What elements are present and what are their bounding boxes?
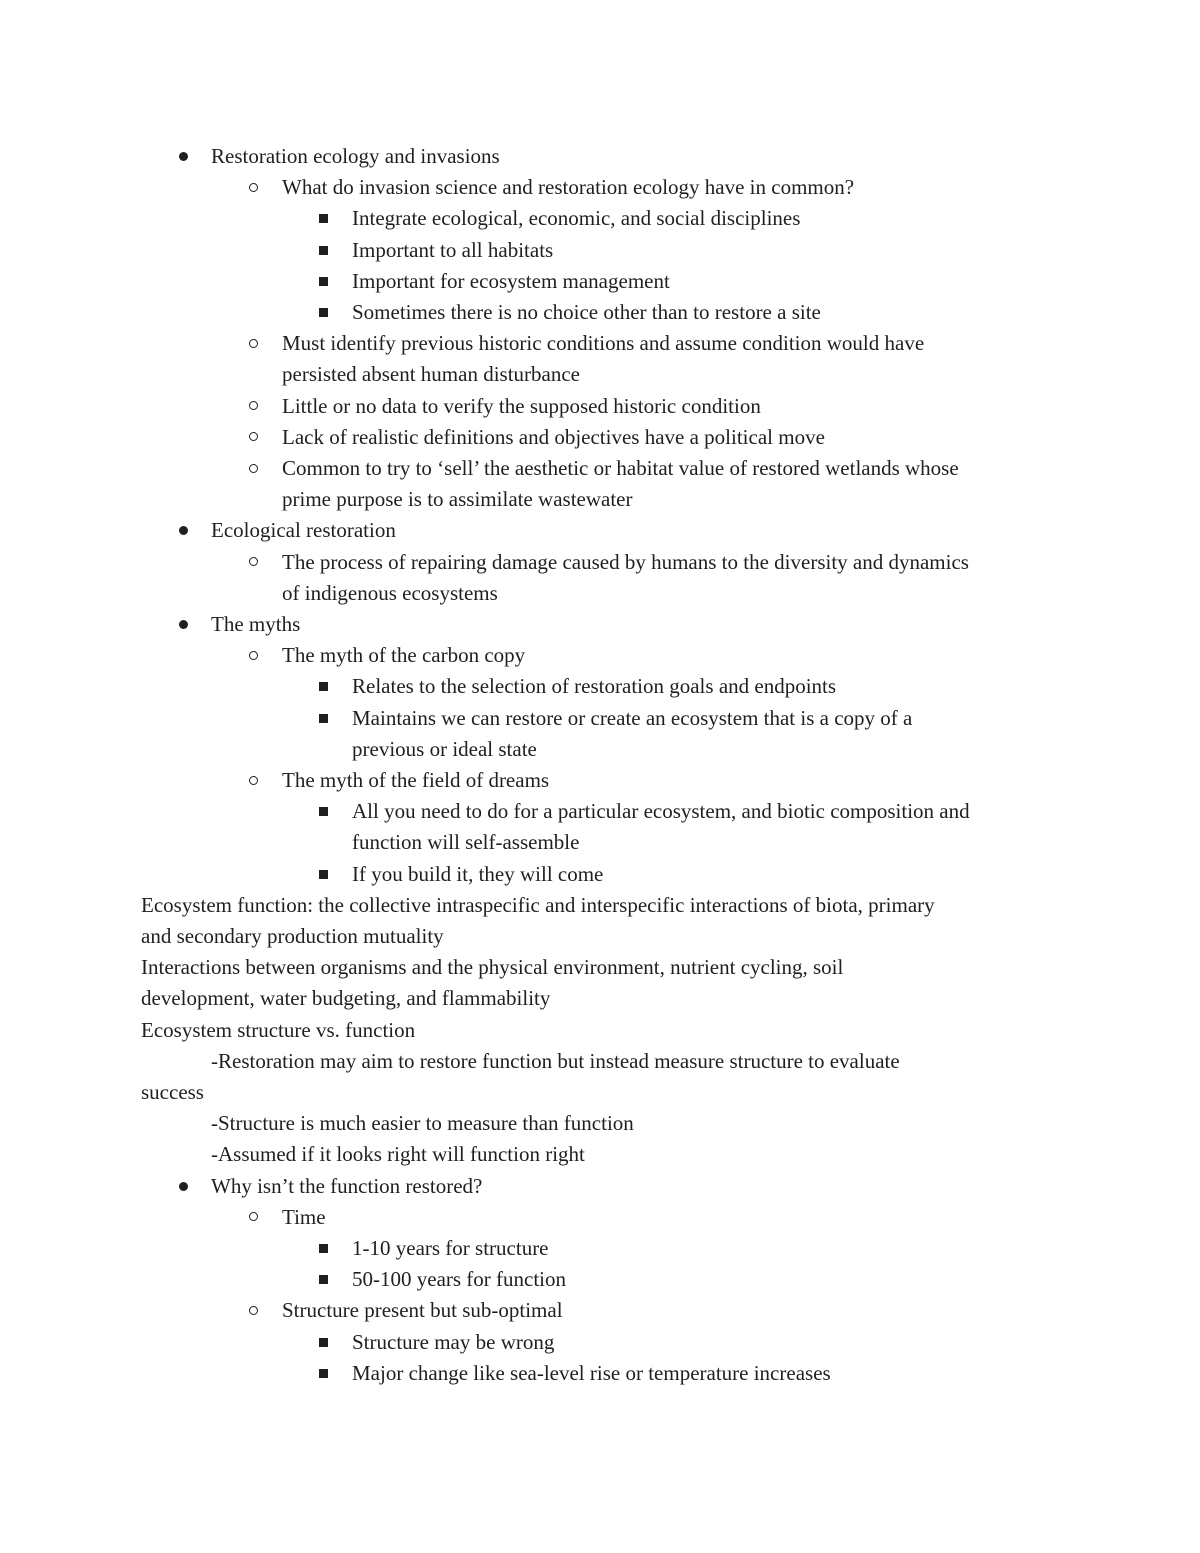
list-item-level-3: 1-10 years for structure — [352, 1236, 549, 1260]
list-item-level-1: The myths — [211, 612, 301, 636]
paragraph-line: success — [141, 1080, 204, 1104]
paragraph-line: development, water budgeting, and flammability — [141, 986, 551, 1011]
bullet-square-icon — [319, 1338, 328, 1347]
bullet-circle-icon — [249, 557, 258, 566]
list-item-level-3: Major change like sea-level rise or temperature increases — [352, 1360, 831, 1385]
list-item-level-3: previous or ideal state — [352, 736, 537, 761]
list-item-level-3: Maintains we can restore or create an ecosystem that is a copy of a — [352, 705, 913, 730]
list-item-level-3: All you need to do for a particular ecosystem, and biotic composition and — [352, 799, 970, 824]
bullet-circle-icon — [249, 651, 258, 660]
paragraph-line: Interactions between organisms and the physical environment, nutrient cycling, soil — [141, 955, 844, 980]
list-item-level-1: Restoration ecology and invasions — [211, 144, 500, 168]
bullet-square-icon — [319, 308, 328, 317]
list-item-level-2: The process of repairing damage caused by humans to the diversity and dynamics — [282, 549, 969, 574]
bullet-square-icon — [319, 277, 328, 286]
bullet-square-icon — [319, 682, 328, 691]
list-item-level-3: 50-100 years for function — [352, 1267, 567, 1292]
list-item-level-3: If you build it, they will come — [352, 861, 604, 886]
bullet-square-icon — [319, 1369, 328, 1378]
bullet-circle-icon — [249, 432, 258, 441]
bullet-circle-icon — [249, 1212, 258, 1221]
list-item-level-1: Why isn’t the function restored? — [211, 1173, 483, 1198]
list-item-level-1: Ecological restoration — [211, 518, 396, 543]
list-item-level-2: Common to try to ‘sell’ the aesthetic or habitat value of restored wetlands whose — [282, 456, 959, 480]
bullet-square-icon — [319, 1244, 328, 1253]
bullet-square-icon — [319, 214, 328, 223]
list-item-level-2: What do invasion science and restoration ecology have in common? — [282, 175, 855, 200]
bullet-disc-icon — [179, 152, 188, 161]
list-item-level-2: The myth of the field of dreams — [282, 768, 550, 792]
bullet-disc-icon — [179, 1182, 188, 1191]
bullet-circle-icon — [249, 401, 258, 410]
bullet-square-icon — [319, 714, 328, 723]
list-item-level-2: persisted absent human disturbance — [282, 362, 580, 387]
list-item-level-2: The myth of the carbon copy — [282, 643, 526, 668]
paragraph-line: Ecosystem structure vs. function — [141, 1017, 416, 1042]
list-item-level-2: prime purpose is to assimilate wastewater — [282, 487, 633, 512]
list-item-level-3: Sometimes there is no choice other than to restore a site — [352, 300, 821, 324]
list-item-level-3: Important to all habitats — [352, 237, 554, 262]
bullet-circle-icon — [249, 339, 258, 348]
list-item-level-2: Lack of realistic definitions and objectives have a political move — [282, 424, 825, 449]
paragraph-line: -Restoration may aim to restore function but instead measure structure to evaluate — [211, 1048, 900, 1073]
bullet-disc-icon — [179, 526, 188, 535]
list-item-level-3: function will self-assemble — [352, 830, 580, 855]
bullet-square-icon — [319, 870, 328, 879]
bullet-circle-icon — [249, 776, 258, 785]
paragraph-line: Ecosystem function: the collective intraspecific and interspecific interactions of biota, primary — [141, 892, 935, 917]
bullet-disc-icon — [179, 620, 188, 629]
list-item-level-2: Time — [282, 1204, 326, 1229]
paragraph-line: and secondary production mutuality — [141, 924, 444, 948]
list-item-level-2: Must identify previous historic conditions and assume condition would have — [282, 331, 925, 356]
bullet-circle-icon — [249, 183, 258, 192]
list-item-level-2: Little or no data to verify the supposed historic condition — [282, 393, 761, 418]
list-item-level-3: Integrate ecological, economic, and social disciplines — [352, 206, 801, 231]
bullet-square-icon — [319, 1275, 328, 1284]
bullet-circle-icon — [249, 1306, 258, 1315]
list-item-level-3: Relates to the selection of restoration goals and endpoints — [352, 674, 837, 699]
list-item-level-2: Structure present but sub-optimal — [282, 1298, 563, 1323]
paragraph-line: -Assumed if it looks right will function right — [211, 1142, 585, 1167]
list-item-level-2: of indigenous ecosystems — [282, 580, 498, 605]
bullet-circle-icon — [249, 464, 258, 473]
list-item-level-3: Important for ecosystem management — [352, 268, 670, 293]
bullet-square-icon — [319, 807, 328, 816]
paragraph-line: -Structure is much easier to measure than function — [211, 1111, 634, 1136]
list-item-level-3: Structure may be wrong — [352, 1329, 555, 1354]
bullet-square-icon — [319, 246, 328, 255]
